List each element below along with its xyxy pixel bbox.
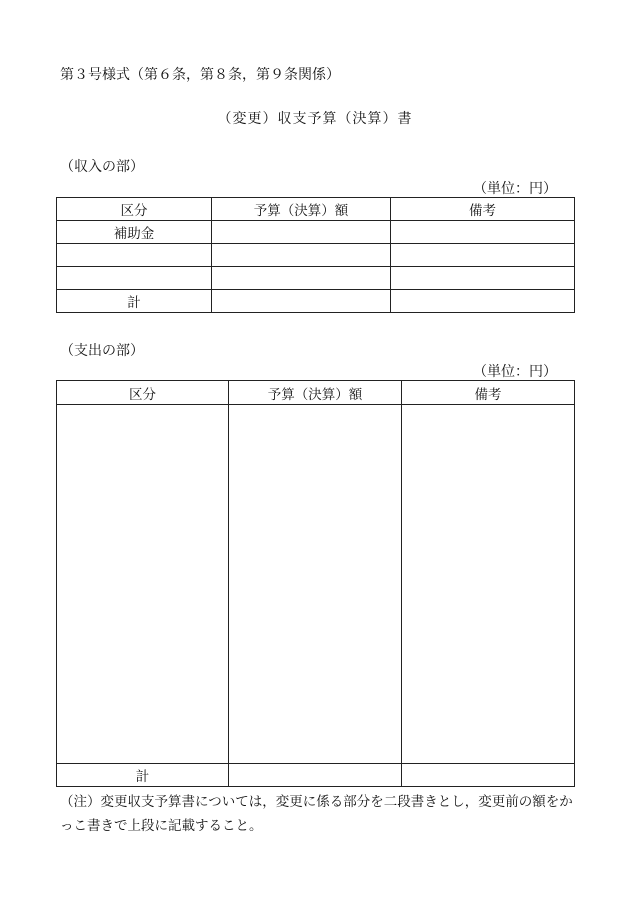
income-header-row — [57, 198, 575, 221]
income-cell-category — [57, 244, 212, 267]
income-total-amount — [212, 290, 391, 313]
income-section-heading: （収入の部） — [60, 159, 144, 175]
expense-total-label: 計 — [57, 764, 229, 787]
income-table — [56, 197, 575, 313]
income-unit-label: （単位：円） — [473, 181, 557, 197]
expense-header-remarks: 備考 — [402, 381, 575, 405]
income-cell-category — [57, 267, 212, 290]
expense-cell-amount — [229, 405, 402, 764]
income-header-amount: 予算（決算）額 — [212, 198, 391, 221]
expense-total-row — [57, 764, 575, 787]
document-title: （変更）収支予算（決算）書 — [217, 111, 413, 127]
income-cell-amount — [212, 244, 391, 267]
expense-unit-label: （単位：円） — [473, 364, 557, 380]
income-cell-remarks — [391, 267, 575, 290]
table-row — [57, 221, 575, 244]
income-total-remarks — [391, 290, 575, 313]
form-number: 第３号様式（第６条，第８条，第９条関係） — [60, 67, 340, 83]
income-total-row — [57, 290, 575, 313]
expense-cell-remarks — [402, 405, 575, 764]
expense-header-amount: 予算（決算）額 — [229, 381, 402, 405]
income-total-label: 計 — [57, 290, 212, 313]
income-header-remarks: 備考 — [391, 198, 575, 221]
income-cell-category: 補助金 — [57, 221, 212, 244]
income-header-category: 区分 — [57, 198, 212, 221]
income-cell-remarks — [391, 221, 575, 244]
expense-body-row — [57, 405, 575, 764]
income-cell-amount — [212, 221, 391, 244]
expense-total-remarks — [402, 764, 575, 787]
expense-header-category: 区分 — [57, 381, 229, 405]
footnote: （注）変更収支予算書については，変更に係る部分を二段書きとし，変更前の額をかっこ書きで上段に記載すること。 — [60, 794, 573, 834]
table-row — [57, 267, 575, 290]
expense-header-row — [57, 381, 575, 405]
income-cell-remarks — [391, 244, 575, 267]
expense-total-amount — [229, 764, 402, 787]
expense-table — [56, 380, 575, 787]
income-cell-amount — [212, 267, 391, 290]
table-row — [57, 244, 575, 267]
expense-cell-category — [57, 405, 229, 764]
expense-section-heading: （支出の部） — [60, 343, 144, 359]
